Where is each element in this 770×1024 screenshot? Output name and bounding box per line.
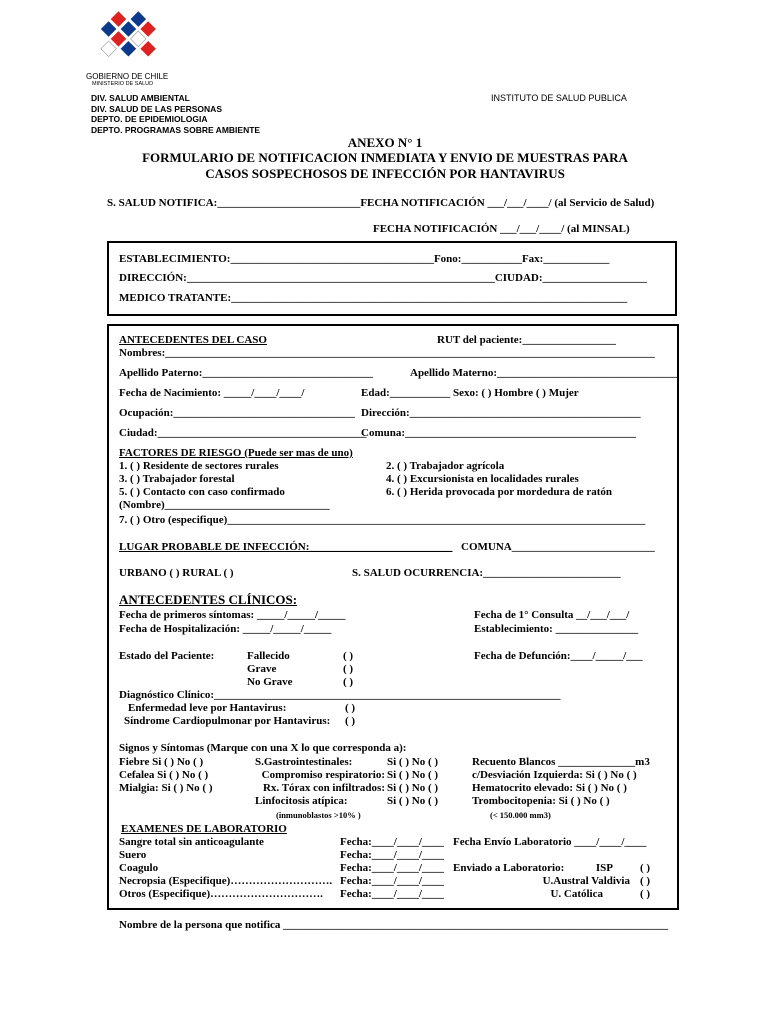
sign-item[interactable]: Mialgia: Si ( ) No ( ) [119,782,213,794]
form-subtitle: CASOS SOSPECHOSOS DE INFECCIÓN POR HANTAVIRUS [205,166,565,181]
sign-check[interactable]: Si ( ) No ( ) [387,795,439,807]
urbano-rural-options[interactable]: URBANO ( ) RURAL ( ) [119,567,234,579]
risk-option[interactable]: 6. ( ) Herida provocada por mordedura de ratón [386,486,612,498]
ministry-logo-icon [92,10,162,72]
apellido-paterno-field[interactable]: Apellido Paterno:_______________________________ [119,367,373,379]
ciudad-field[interactable]: Ciudad:______________________________________ [119,427,367,439]
risk-option[interactable]: 5. ( ) Contacto con caso confirmado [119,486,285,498]
header-line: DIV. SALUD AMBIENTAL [91,93,190,103]
lab-checkbox[interactable]: ( ) [640,862,651,874]
primeros-sintomas-field[interactable]: Fecha de primeros síntomas: _____/_____/_____ [119,609,346,621]
estado-checkboxes [343,650,353,689]
logo-text: GOBIERNO DE CHILE [86,72,169,81]
sign-label: Linfocitosis atípica: [255,795,348,807]
lab-dates [340,836,444,901]
lab-date-field[interactable]: Fecha:____/____/____ [340,888,444,900]
sign-item[interactable]: Cefalea Si ( ) No ( ) [119,769,209,781]
edad-sexo-field[interactable]: Edad:___________ Sexo: ( ) Hombre ( ) Mujer [361,387,579,399]
lab-destination: ISP [595,862,613,874]
medico-field[interactable]: MEDICO TRATANTE:________________________________________________________________________ [119,292,628,304]
lugar-infeccion-field[interactable]: LUGAR PROBABLE DE INFECCIÓN:__________________________ [119,541,453,553]
risk-other[interactable]: 7. ( ) Otro (especifique)____________________________________________________________________________ [119,514,646,526]
establecimiento-field[interactable]: ESTABLECIMIENTO:_____________________________________Fono:___________Fax:____________ [119,253,610,265]
inmunoblastos-note: (inmunoblastos >10% ) [276,810,361,820]
header-departments [91,93,260,135]
signs-title: Signos y Síntomas (Marque con una X lo que corresponda a): [119,742,407,754]
minsal-notification-line[interactable]: FECHA NOTIFICACIÓN ___/___/____/ (al MINSAL) [373,223,630,235]
cardio-label: Síndrome Cardiopulmonar por Hantavirus: [124,715,331,727]
lab-items [119,836,332,901]
sign-check[interactable]: Si ( ) No ( ) [387,756,439,768]
lab-sign-item[interactable]: Hematocrito elevado: Si ( ) No ( ) [472,782,627,794]
lab-destination: U.Austral Valdivia [542,875,630,887]
risk-contact-name[interactable]: (Nombre)______________________________ [119,499,330,511]
nombres-field[interactable]: Nombres:_________________________________________________________________________________________ [119,347,655,359]
lab-item: Coagulo [119,862,159,874]
signs-col2-labels [255,756,385,808]
direccion-paciente-field[interactable]: Dirección:__________________________________________ [361,407,641,419]
estado-option: No Grave [247,676,293,688]
ocupacion-field[interactable]: Ocupación:_________________________________ [119,407,355,419]
risk-option[interactable]: 3. ( ) Trabajador forestal [119,473,235,485]
enviado-label: Enviado a Laboratorio: [453,862,565,874]
institute-name: INSTITUTO DE SALUD PUBLICA [491,93,627,103]
sign-check[interactable]: Si ( ) No ( ) [387,782,439,794]
case-section-title: ANTECEDENTES DEL CASO [119,334,267,346]
sign-label: Compromiso respiratorio: [261,769,385,781]
signs-col2-checks [387,756,438,808]
annex-title: ANEXO N° 1 [347,135,423,150]
estado-checkbox[interactable]: ( ) [343,676,354,688]
lab-sign-item[interactable]: Trombocitopenia: Si ( ) No ( ) [472,795,610,807]
lab-item: Sangre total sin anticoagulante [119,836,264,848]
estado-paciente-label: Estado del Paciente: [119,650,215,662]
risk-option[interactable]: 2. ( ) Trabajador agrícola [386,460,505,472]
lab-date-field[interactable]: Fecha:____/____/____ [340,875,444,887]
lab-date-field[interactable]: Fecha:____/____/____ [340,836,444,848]
risk-option[interactable]: 4. ( ) Excursionista en localidades rurales [386,473,579,485]
lab-title: EXAMENES DE LABORATORIO [121,823,287,835]
lab-destination: U. Católica [550,888,603,900]
sign-check[interactable]: Si ( ) No ( ) [387,769,439,781]
diagnostico-field[interactable]: Diagnóstico Clínico:_______________________________________________________________ [119,689,561,701]
comuna-field[interactable]: Comuna:__________________________________________ [361,427,637,439]
header-line: DIV. SALUD DE LAS PERSONAS [91,103,222,114]
establecimiento-consulta-field[interactable]: Establecimiento: _______________ [474,623,639,635]
lab-date-field[interactable]: Fecha:____/____/____ [340,849,444,861]
estado-checkbox[interactable]: ( ) [343,650,354,662]
leve-checkbox[interactable]: ( ) [345,702,356,714]
logo-subtext: MINISTERIO DE SALUD [92,81,154,87]
comuna-infeccion-field[interactable]: COMUNA__________________________ [461,541,655,553]
lab-sign-item[interactable]: c/Desviación Izquierda: Si ( ) No ( ) [472,769,637,781]
lab-item: Necropsia (Especifique)………………………. [119,875,333,887]
clinical-title: ANTECEDENTES CLÍNICOS: [119,592,298,607]
header-line: DEPTO. PROGRAMAS SOBRE AMBIENTE [91,124,261,135]
lab-checkbox[interactable]: ( ) [640,875,651,887]
estado-option: Grave [247,663,277,675]
form-title: FORMULARIO DE NOTIFICACION INMEDIATA Y ENVIO DE MUESTRAS PARA [142,150,628,165]
lab-destinations [530,862,630,901]
risk-option[interactable]: 1. ( ) Residente de sectores rurales [119,460,279,472]
hospitalizacion-field[interactable]: Fecha de Hospitalización: _____/_____/_____ [119,623,332,635]
trombocitopenia-note: (< 150.000 mm3) [490,810,551,820]
sign-item[interactable]: Fiebre Si ( ) No ( ) [119,756,204,768]
primera-consulta-field[interactable]: Fecha de 1° Consulta __/___/___/ [474,609,630,621]
leve-label: Enfermedad leve por Hantavirus: [128,702,287,714]
estado-checkbox[interactable]: ( ) [343,663,354,675]
lab-item: Suero [119,849,147,861]
notifier-name-field[interactable]: Nombre de la persona que notifica ______________________________________________________________________ [119,919,669,931]
sign-label: S.Gastrointestinales: [255,756,353,768]
estado-options [247,650,293,689]
lab-checkbox[interactable]: ( ) [640,888,651,900]
notification-line[interactable]: S. SALUD NOTIFICA:__________________________FECHA NOTIFICACIÓN ___/___/____/ (al Servicio de Salud) [107,197,655,209]
fecha-nacimiento-field[interactable]: Fecha de Nacimiento: _____/____/____/ [119,387,305,399]
lab-date-field[interactable]: Fecha:____/____/____ [340,862,444,874]
apellido-materno-field[interactable]: Apellido Materno:_________________________________ [410,367,679,379]
header-line: DEPTO. DE EPIDEMIOLOGIA [91,114,208,124]
lab-sign-item[interactable]: Recuento Blancos ______________m3 [472,756,650,768]
signs-col1 [119,756,212,795]
sign-label: Rx. Tórax con infiltrados: [262,782,385,794]
defuncion-field[interactable]: Fecha de Defunción:____/_____/___ [474,650,643,662]
direccion-field[interactable]: DIRECCIÓN:________________________________________________________CIUDAD:___________________ [119,272,647,284]
rut-field[interactable]: RUT del paciente:_________________ [437,334,616,346]
signs-col3 [472,756,650,808]
cardio-checkbox[interactable]: ( ) [345,715,356,727]
salud-ocurrencia-field[interactable]: S. SALUD OCURRENCIA:_________________________ [352,567,621,579]
risk-factors-title: FACTORES DE RIESGO (Puede ser mas de uno) [119,447,353,459]
fecha-envio-field[interactable]: Fecha Envío Laboratorio ____/____/____ [453,836,647,848]
estado-option: Fallecido [247,650,290,662]
lab-checkboxes [640,862,650,901]
lab-item: Otros (Especifique)…………………………. [119,888,323,900]
risk-right-column [386,460,612,499]
risk-left-column [119,460,330,512]
